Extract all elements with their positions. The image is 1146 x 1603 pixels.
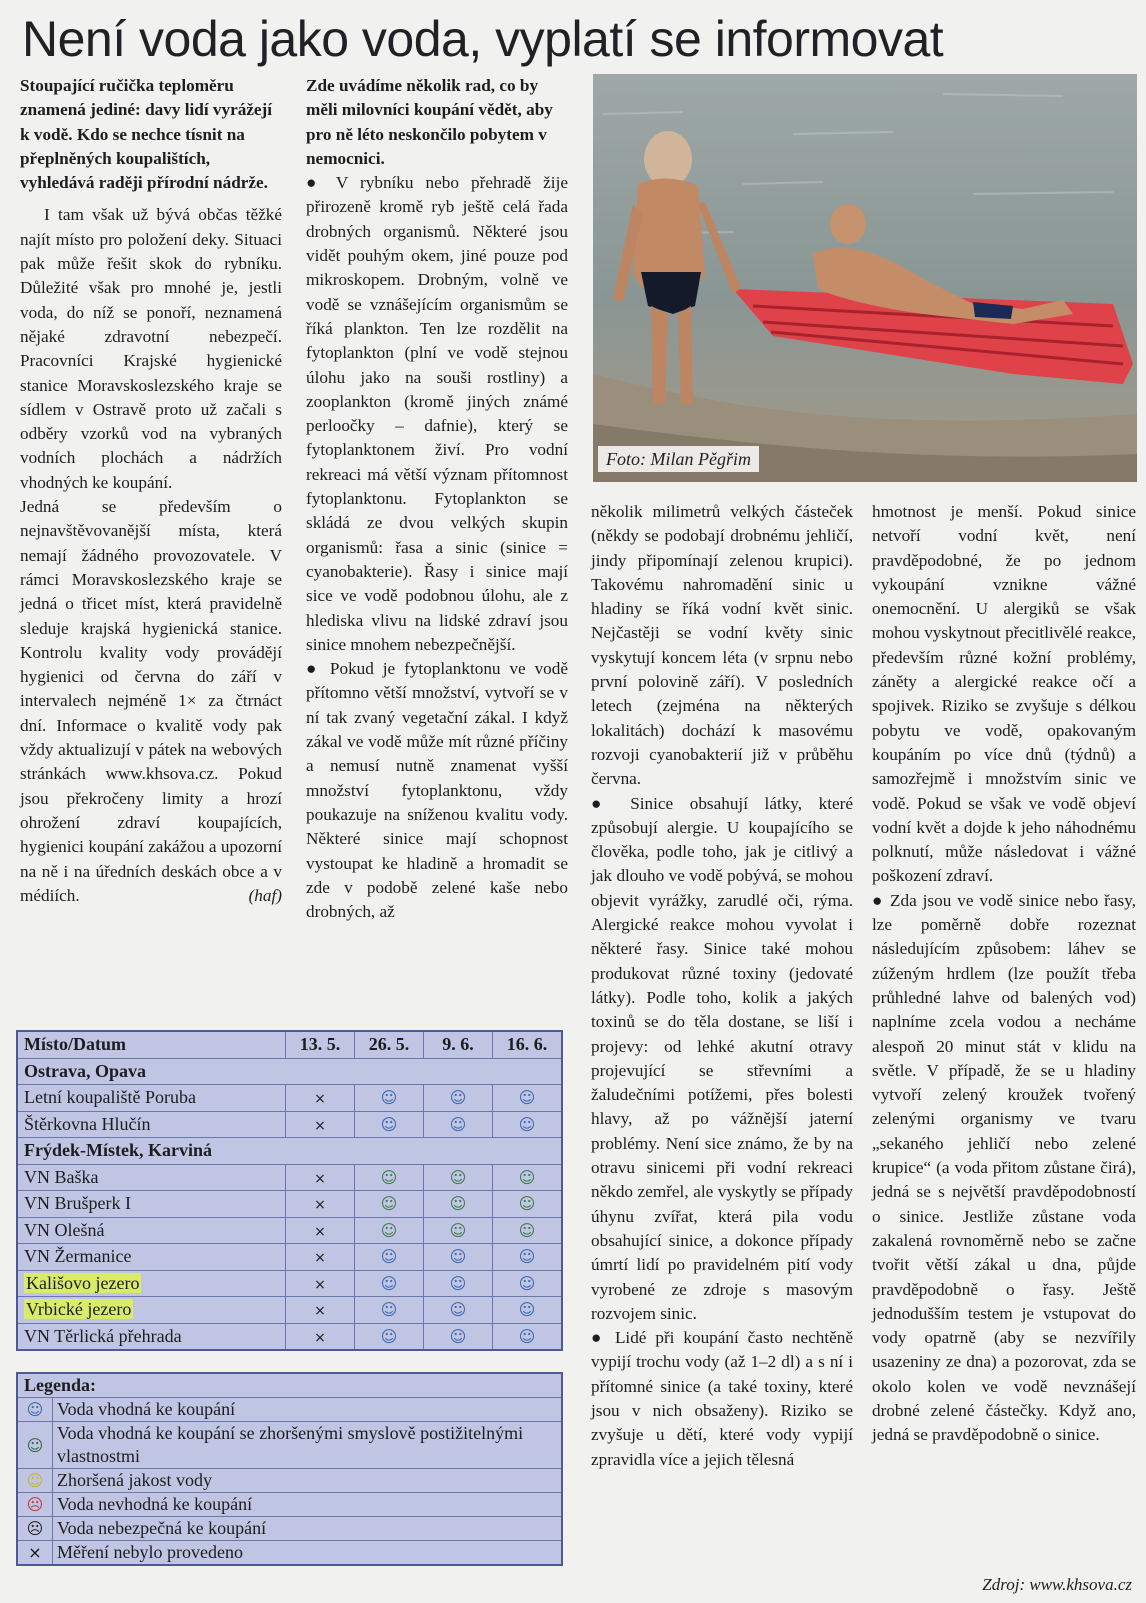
source-credit: Zdroj: www.khsova.cz — [982, 1575, 1132, 1594]
water-quality-table — [16, 1030, 563, 1351]
smile-face-icon: ☺ — [518, 1300, 536, 1320]
table-row — [17, 1111, 562, 1138]
legend-title: Legenda: — [17, 1373, 562, 1398]
location-name: VN Brušperk I — [24, 1193, 131, 1214]
location-cell — [17, 1191, 286, 1218]
status-cell — [424, 1111, 493, 1138]
location-name: VN Žermanice — [24, 1246, 132, 1267]
not-measured-icon: × — [314, 1170, 326, 1187]
legend-text: Voda vhodná ke koupání se zhoršenými smyslově postižitelnými vlastnostmi — [53, 1422, 563, 1469]
tip-paragraph: ● V rybníku nebo přehradě žije přirozeně kromě ryb ještě celá řada drobných organismů. Některé jsou vidět pouhým okem, jiné pouze pod mikroskopem. Drobným, volně ve vodě se vznášejícím organismům se říká plankton. Ten lze rozdělit na fytoplankton (plní ve vodě stejnou úlohu jako na souši rostliny) a zooplankton (kromě jiných známé perloočky – dafnie), který se fytoplanktonem živí. Pro vodní rekreaci má větší význam přítomnost fytoplanktonu. Fytoplankton se skládá ze dvou velkých skupin organismů: řasa a sinic (sinice = cyanobakterie). Řasy i sinice mají sice ve vodě podobnou úlohu, ale z hlediska vlivu na lidské zdraví jsou sinice mnohem nebezpečnější. — [306, 173, 568, 654]
text-column-2 — [306, 74, 568, 924]
column-header: 26. 5. — [355, 1031, 424, 1058]
not-measured-icon: × — [314, 1117, 326, 1134]
status-cell — [286, 1270, 355, 1297]
smile-face-icon: ☺ — [518, 1247, 536, 1267]
status-cell — [286, 1217, 355, 1244]
table-row — [17, 1270, 562, 1297]
status-cell — [493, 1085, 563, 1112]
neutral-face-icon: ☺ — [449, 1194, 467, 1214]
legend-text: Voda nebezpečná ke koupání — [53, 1517, 563, 1541]
photo-caption: Foto: Milan Pěgřim — [598, 446, 759, 472]
legend-icon: ☺ — [17, 1422, 53, 1469]
status-cell — [355, 1111, 424, 1138]
not-measured-icon: × — [314, 1276, 326, 1293]
article-photo — [593, 74, 1137, 482]
status-cell — [286, 1323, 355, 1350]
status-cell — [493, 1111, 563, 1138]
neutral-face-icon: ☺ — [518, 1167, 536, 1187]
legend-item — [17, 1493, 562, 1517]
smile-face-icon: ☺ — [518, 1088, 536, 1108]
photo-children-at-lake — [593, 74, 1137, 482]
smile-face-icon: ☺ — [380, 1326, 398, 1346]
table-header-row — [17, 1031, 562, 1058]
text-column-3 — [591, 500, 853, 1472]
legend-text: Měření nebylo provedeno — [53, 1541, 563, 1566]
location-cell — [17, 1323, 286, 1350]
legend-text: Zhoršená jakost vody — [53, 1469, 563, 1493]
location-cell — [17, 1085, 286, 1112]
status-cell — [355, 1323, 424, 1350]
article-headline: Není voda jako voda, vyplatí se informovat — [22, 11, 944, 67]
not-measured-icon: × — [314, 1091, 326, 1108]
not-measured-icon: × — [314, 1197, 326, 1214]
column-header: Místo/Datum — [17, 1031, 286, 1058]
status-cell — [286, 1244, 355, 1271]
smile-face-icon: ☺ — [380, 1088, 398, 1108]
smile-face-icon: ☺ — [518, 1273, 536, 1293]
not-measured-icon: × — [314, 1303, 326, 1320]
status-cell — [493, 1270, 563, 1297]
status-cell — [355, 1297, 424, 1324]
legend-table — [16, 1372, 563, 1566]
status-cell — [424, 1244, 493, 1271]
status-cell — [355, 1085, 424, 1112]
not-measured-icon: × — [314, 1250, 326, 1267]
location-cell — [17, 1270, 286, 1297]
smile-face-icon: ☺ — [449, 1300, 467, 1320]
status-cell — [355, 1191, 424, 1218]
legend-icon: ☺ — [17, 1398, 53, 1422]
body-paragraph: hmotnost je menší. Pokud sinice netvoří vodní květ, není pravděpodobné, že po jednom vykoupání vznikne vážné onemocnění. U alergiků se však mohou vyskytnout přecitlivělé reakce, především různé kožní problémy, záněty a alergické reakce očí a spojivek. Riziko se zvyšuje s délkou pobytu ve vodě, opakovaným koupáním po více dnů (týdnů) a samozřejmě i množstvím sinic ve vodě. Pokud se však ve vodě objeví vodní květ a dojde k jeho náhodnému polknutí, může následovat i vážné poškození zdraví. — [872, 502, 1136, 886]
smile-face-icon: ☺ — [449, 1114, 467, 1134]
location-cell — [17, 1217, 286, 1244]
status-cell — [355, 1244, 424, 1271]
status-cell — [286, 1111, 355, 1138]
neutral-face-icon: ☺ — [380, 1220, 398, 1240]
table-row — [17, 1323, 562, 1350]
table-row — [17, 1297, 562, 1324]
body-paragraph: několik milimetrů velkých částeček (někdy se podobají drobnému jehličí, jindy připomínají zelenou krupici). Takovému nahromadění sinic u hladiny se říká vodní květ sinic. Nejčastěji se vodní květy sinic vyskytují koncem léta (v srpnu nebo první polovině září). V posledních letech (zejména na některých lokalitách) dochází k masovému rozvoji cyanobakterií již v průběhu června. — [591, 502, 853, 789]
column-header: 16. 6. — [493, 1031, 563, 1058]
neutral-face-icon: ☺ — [518, 1220, 536, 1240]
smile-face-icon: ☺ — [380, 1273, 398, 1293]
not-measured-icon: × — [314, 1223, 326, 1240]
legend-item — [17, 1517, 562, 1541]
table-row — [17, 1085, 562, 1112]
smile-face-icon: ☺ — [380, 1247, 398, 1267]
table-row — [17, 1191, 562, 1218]
neutral-face-icon: ☺ — [449, 1167, 467, 1187]
text-column-1 — [20, 74, 282, 908]
status-cell — [355, 1217, 424, 1244]
tip-paragraph: ● Sinice obsahují látky, které způsobují alergie. U koupajícího se člověka, podle toho, jak je citlivý a jak dlouho ve vodě pobývá, se mohou objevit vyrážky, zarudlé oči, rýma. Alergické reakce mohou vyvolat i některé řasy. Sinice také mohou produkovat různé toxiny (jedovaté látky). Podle toho, kolik a jakých toxinů se do těla dostane, se liší i projevy: od lehké akutní otravy projevující se střevními a žaludečními potížemi, přes bolesti hlavy, až po vážnější jaterní problémy. Není sice známo, že by na otravu sinicemi při vodní rekreaci někdo zemřel, ale vyskytly se případy úhynu zvířat, která pila vodu obsahující sinice, a dokonce případy úmrtí lidí po pravidelném pití vody vyrobené ze zdroje s masovým rozvojem sinic. — [591, 793, 853, 1323]
legend-icon: ☹ — [17, 1517, 53, 1541]
neutral-face-icon: ☺ — [380, 1194, 398, 1214]
status-cell — [493, 1244, 563, 1271]
status-cell — [424, 1085, 493, 1112]
author-signature: (haf) — [248, 885, 282, 905]
status-cell — [493, 1191, 563, 1218]
legend-item — [17, 1541, 562, 1566]
legend-item — [17, 1398, 562, 1422]
smile-face-icon: ☺ — [449, 1273, 467, 1293]
table-row — [17, 1244, 562, 1271]
status-cell — [355, 1164, 424, 1191]
legend-icon: ☹ — [17, 1493, 53, 1517]
smile-face-icon: ☺ — [449, 1326, 467, 1346]
status-cell — [493, 1323, 563, 1350]
tip-paragraph: ● Pokud je fytoplanktonu ve vodě přítomno větší množství, vytvoří se v ní tak zvaný vegetační zákal. I když zákal ve vodě může mít různé příčiny a nemusí nutně znamenat vyšší množství fytoplanktonu, vždy poukazuje na sníženou kvalitu vody. Některé sinice mají schopnost vystoupat ke hladině a hromadit se zde v podobě zelené kaše nebo drobných, až — [306, 659, 568, 922]
body-paragraph: Jedná se především o nejnavštěvovanější místa, která nemají žádného provozovatele. V rámci Moravskoslezského kraje se jedná o třicet míst, která pravidelně sleduje krajská hygienická stanice. Kontrolu kvality vody provádějí hygienici od června do září v intervalech nejméně 1× za čtrnáct dní. Informace o kvalitě vody pak vždy aktualizují v pátek na webových stránkách www.khsova.cz. Pokud jsou překročeny limity a hrozí ohrožení zdraví koupajících, hygienici koupání zakážou a upozorní na ně i na úředních deskách obce a v médiích. — [20, 497, 282, 905]
smile-face-icon: ☺ — [518, 1326, 536, 1346]
status-cell — [424, 1323, 493, 1350]
status-cell — [286, 1297, 355, 1324]
status-cell — [493, 1297, 563, 1324]
status-cell — [286, 1085, 355, 1112]
group-label: Ostrava, Opava — [17, 1058, 562, 1085]
smile-face-icon: ☺ — [380, 1114, 398, 1134]
location-cell — [17, 1164, 286, 1191]
lead-paragraph: Stoupající ručička teploměru znamená jediné: davy lidí vyrážejí k vodě. Kdo se nechce tísnit na přeplněných koupalištích, vyhledává raději přírodní nádrže. — [20, 76, 273, 193]
location-name: VN Baška — [24, 1166, 99, 1187]
location-cell — [17, 1297, 286, 1324]
not-measured-icon: × — [314, 1329, 326, 1346]
status-cell — [355, 1270, 424, 1297]
legend-item — [17, 1469, 562, 1493]
table-row — [17, 1164, 562, 1191]
neutral-face-icon: ☺ — [449, 1220, 467, 1240]
column-header: 13. 5. — [286, 1031, 355, 1058]
location-name: VN Olešná — [24, 1219, 105, 1240]
tip-paragraph: ● Lidé při koupání často nechtěně vypijí trochu vody (až 1–2 dl) a s ní i přítomné sinice (a také toxiny, které jsou v nich obsaženy). Riziko se zvyšuje u dětí, které vody vypijí zpravidla více a jejich tělesná — [591, 1328, 853, 1469]
status-cell — [493, 1217, 563, 1244]
smile-face-icon: ☺ — [518, 1114, 536, 1134]
legend-item — [17, 1422, 562, 1469]
status-cell — [286, 1164, 355, 1191]
status-cell — [424, 1191, 493, 1218]
location-cell — [17, 1111, 286, 1138]
location-name: Vrbické jezero — [26, 1299, 132, 1320]
status-cell — [286, 1191, 355, 1218]
tips-intro: Zde uvádíme několik rad, co by měli milovníci koupání vědět, aby pro ně léto neskončilo pobytem v nemocnici. — [306, 76, 553, 168]
group-label: Frýdek-Místek, Karviná — [17, 1138, 562, 1165]
status-cell — [424, 1217, 493, 1244]
column-header: 9. 6. — [424, 1031, 493, 1058]
smile-face-icon: ☺ — [449, 1247, 467, 1267]
legend-text: Voda nevhodná ke koupání — [53, 1493, 563, 1517]
location-name: Štěrkovna Hlučín — [24, 1113, 151, 1134]
location-name: Letní koupaliště Poruba — [24, 1087, 196, 1108]
status-cell — [424, 1270, 493, 1297]
legend-icon: × — [17, 1541, 53, 1566]
location-name: VN Těrlická přehrada — [24, 1325, 182, 1346]
status-cell — [424, 1164, 493, 1191]
neutral-face-icon: ☺ — [518, 1194, 536, 1214]
status-cell — [424, 1297, 493, 1324]
legend-text: Voda vhodná ke koupání — [53, 1398, 563, 1422]
neutral-face-icon: ☺ — [380, 1167, 398, 1187]
location-name: Kališovo jezero — [26, 1272, 140, 1293]
legend-icon: ☺ — [17, 1469, 53, 1493]
body-paragraph: I tam však už bývá občas těžké najít místo pro položení deky. Situaci pak může řešit skok do rybníku. Důležité však pro mnohé je, jestli voda, do níž se ponoří, neznamená nějaké zdravotní nebezpečí. Pracovníci Krajské hygienické stanice Moravskoslezského kraje se sídlem v Ostravě proto už začali s odběry vzorků vod na vybraných vodních plochách a nádržích vhodných ke koupání. — [20, 205, 282, 492]
table-group-row — [17, 1058, 562, 1085]
table-row — [17, 1217, 562, 1244]
location-cell — [17, 1244, 286, 1271]
smile-face-icon: ☺ — [449, 1088, 467, 1108]
smile-face-icon: ☺ — [380, 1300, 398, 1320]
text-column-4 — [872, 500, 1136, 1448]
table-group-row — [17, 1138, 562, 1165]
status-cell — [493, 1164, 563, 1191]
tip-paragraph: ● Zda jsou ve vodě sinice nebo řasy, lze poměrně dobře rozeznat následujícím způsobem: láhev se zúženým hrdlem (lze použít třeba průhledné lahve od balených vod) naplníme zcela vodou a necháme alespoň 20 minut stát v klidu na světle. V případě, že se u hladiny vytvoří zelený kroužek tvořený zelenými organismy ve tvaru „sekaného jehličí nebo zelené krupice“ (a voda přitom zůstane čirá), jedná se s největší pravděpodobností o sinice. Jestliže zůstane voda zakalená rovnoměrně nebo se začne tvořit větší zákal u dna, půjde pravděpodobně o řasy. Ještě jednodušším testem je vstupovat do vody opatrně (aby se nezvířily usazeniny ze dna) a pozorovat, zda se okolo kolen ve vodě nevznášejí drobné zelené částečky. Když ano, jedná se pravděpodobně o sinice. — [872, 890, 1136, 1445]
